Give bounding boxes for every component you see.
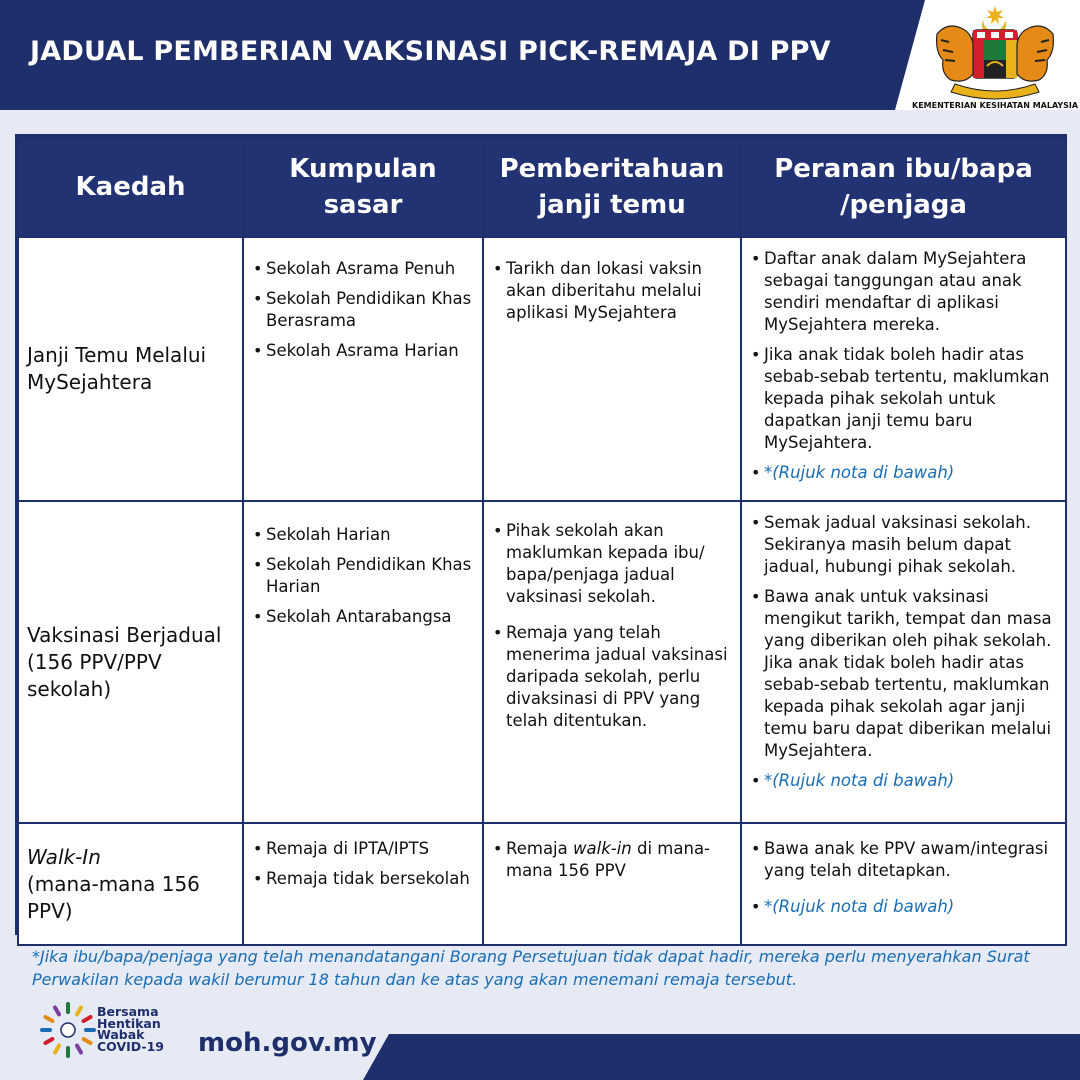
method-cell: Janji Temu Melalui MySejahtera	[18, 237, 243, 501]
page-title: JADUAL PEMBERIAN VAKSINASI PICK-REMAJA DI PPV	[30, 36, 831, 67]
list-item: • Remaja walk-in di mana-mana 156 PPV	[492, 838, 732, 882]
table-row	[18, 823, 1066, 945]
campaign-text: Bersama Hentikan Wabak COVID-19	[97, 1004, 164, 1054]
method-cell: Vaksinasi Berjadual (156 PPV/PPV sekolah)	[18, 501, 243, 823]
list-item: • Remaja yang telah menerima jadual vaksinasi daripada sekolah, perlu divaksinasi di PPV yang telah ditentukan.	[492, 622, 732, 732]
parent-role-cell	[741, 501, 1066, 823]
appointment-notice-cell	[483, 237, 741, 501]
parent-role-cell	[741, 237, 1066, 501]
list-item: • Sekolah Asrama Penuh	[252, 258, 474, 280]
target-group-cell	[243, 501, 483, 823]
target-group-cell	[243, 237, 483, 501]
column-header-parent-role: Peranan ibu/bapa /penjaga	[741, 137, 1066, 237]
list-item: • Sekolah Harian	[252, 524, 474, 546]
method-walk-in: Walk-In	[27, 844, 101, 869]
malaysia-coat-of-arms-logo	[925, 4, 1065, 104]
note-reference: • *(Rujuk nota di bawah)	[750, 770, 1057, 792]
table-header-row	[18, 137, 1066, 237]
note-reference: • *(Rujuk nota di bawah)	[750, 896, 1057, 918]
list-item: • Bawa anak ke PPV awam/integrasi yang telah ditetapkan.	[750, 838, 1057, 882]
target-group-cell	[243, 823, 483, 945]
table-row	[18, 501, 1066, 823]
list-item: • Sekolah Asrama Harian	[252, 340, 474, 362]
method-walk-in-detail: (mana-mana 156 PPV)	[27, 871, 200, 923]
appointment-notice-cell	[483, 501, 741, 823]
list-item: • Sekolah Pendidikan Khas Berasrama	[252, 288, 474, 332]
list-item: • Daftar anak dalam MySejahtera sebagai tanggungan atau anak sendiri mendaftar di aplikasi MySejahtera mereka.	[750, 248, 1057, 336]
list-item: • Tarikh dan lokasi vaksin akan diberitahu melalui aplikasi MySejahtera	[492, 258, 732, 324]
list-item: • Remaja di IPTA/IPTS	[252, 838, 474, 860]
vaccination-schedule-table	[15, 134, 1067, 935]
list-item: • Pihak sekolah akan maklumkan kepada ibu/ bapa/penjaga jadual vaksinasi sekolah.	[492, 520, 732, 608]
covid-campaign-logo-icon	[38, 1000, 98, 1060]
appointment-notice-cell	[483, 823, 741, 945]
list-item: • Sekolah Antarabangsa	[252, 606, 474, 628]
parent-role-cell	[741, 823, 1066, 945]
list-item: • Jika anak tidak boleh hadir atas sebab-sebab tertentu, maklumkan kepada pihak sekolah untuk dapatkan janji temu baru MySejahtera.	[750, 344, 1057, 454]
note-reference: • *(Rujuk nota di bawah)	[750, 462, 1057, 484]
ministry-name: KEMENTERIAN KESIHATAN MALAYSIA	[912, 101, 1079, 110]
table-row	[18, 237, 1066, 501]
list-item: • Semak jadual vaksinasi sekolah. Sekiranya masih belum dapat jadual, hubungi pihak sekolah.	[750, 512, 1057, 578]
column-header-target-group: Kumpulan sasar	[243, 137, 483, 237]
column-header-appointment-notice: Pemberitahuan janji temu	[483, 137, 741, 237]
method-cell	[18, 823, 243, 945]
list-item: • Sekolah Pendidikan Khas Harian	[252, 554, 474, 598]
footer-band	[363, 1034, 1080, 1080]
list-item: • Bawa anak untuk vaksinasi mengikut tarikh, tempat dan masa yang diberikan oleh pihak sekolah. Jika anak tidak boleh hadir atas sebab-sebab tertentu, maklumkan kepada pihak sekolah agar janji temu baru dapat diberikan melalui MySejahtera.	[750, 586, 1057, 762]
website-link[interactable]: moh.gov.my	[198, 1028, 377, 1058]
column-header-method: Kaedah	[18, 137, 243, 237]
list-item: • Remaja tidak bersekolah	[252, 868, 474, 890]
footnote: *Jika ibu/bapa/penjaga yang telah menandatangani Borang Persetujuan tidak dapat hadir, mereka perlu menyerahkan Surat Perwakilan kepada wakil berumur 18 tahun dan ke atas yang akan menemani remaja tersebut.	[32, 947, 1030, 989]
